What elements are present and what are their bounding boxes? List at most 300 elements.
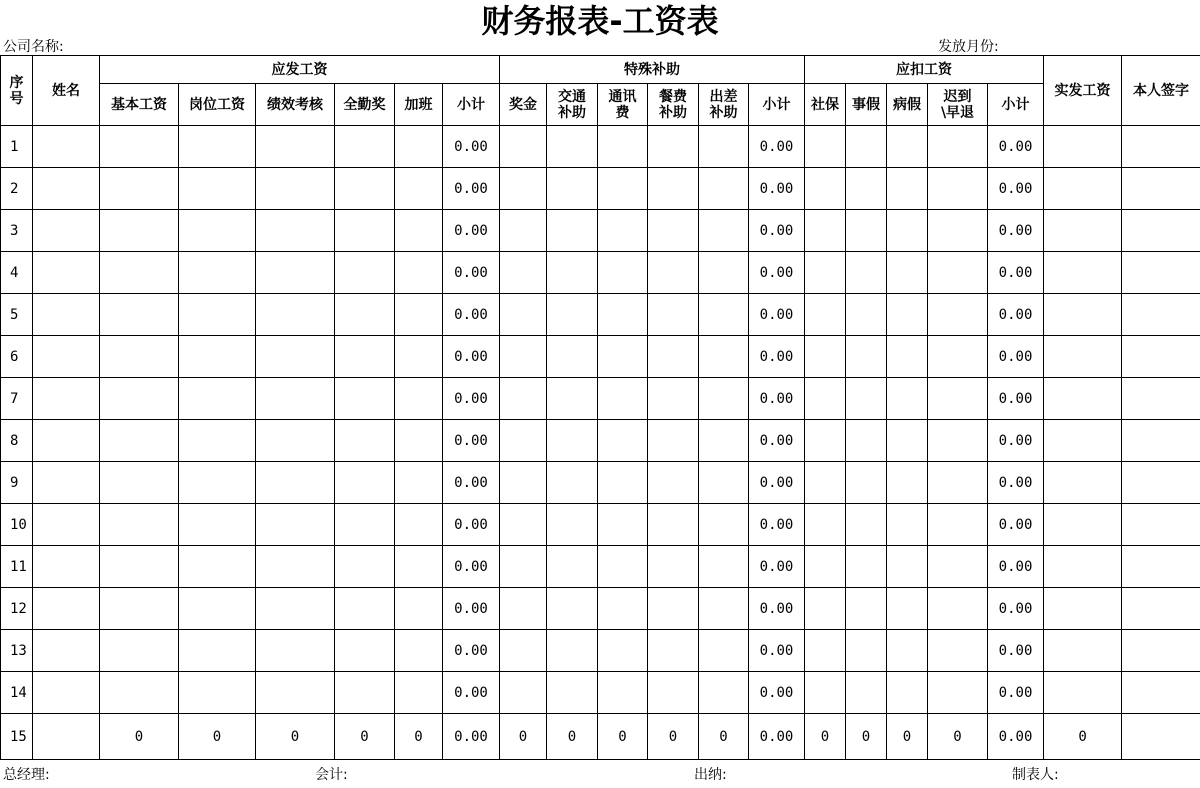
cell-net-pay[interactable] (1044, 252, 1122, 294)
cell-net-pay[interactable] (1044, 336, 1122, 378)
cell-deduct-subtotal: 0.00 (988, 336, 1044, 378)
cell-net-pay[interactable] (1044, 546, 1122, 588)
cell-attendance-bonus[interactable] (335, 378, 395, 420)
cell-transport[interactable] (547, 546, 598, 588)
cell-position-salary[interactable] (179, 168, 256, 210)
cell-basic-salary[interactable] (100, 126, 179, 168)
cell-personal-leave[interactable] (846, 588, 887, 630)
cell-overtime[interactable] (395, 504, 443, 546)
total-bonus: 0 (500, 714, 547, 760)
cell-performance[interactable] (256, 168, 335, 210)
cell-telecom[interactable] (598, 252, 648, 294)
cell-attendance-bonus[interactable] (335, 294, 395, 336)
cell-attendance-bonus[interactable] (335, 672, 395, 714)
cell-sick-leave[interactable] (887, 378, 928, 420)
table-row-total (1, 714, 1200, 760)
cell-travel[interactable] (699, 294, 749, 336)
cell-travel[interactable] (699, 420, 749, 462)
total-deduct-subtotal: 0.00 (988, 714, 1044, 760)
table-row (1, 630, 1200, 672)
cell-telecom[interactable] (598, 168, 648, 210)
cell-transport[interactable] (547, 168, 598, 210)
header-name: 姓名 (33, 56, 100, 126)
cell-name[interactable] (33, 210, 100, 252)
cell-name[interactable] (33, 546, 100, 588)
cell-performance[interactable] (256, 294, 335, 336)
cell-personal-leave[interactable] (846, 546, 887, 588)
cell-overtime[interactable] (395, 546, 443, 588)
cell-personal-leave[interactable] (846, 630, 887, 672)
cell-sick-leave[interactable] (887, 462, 928, 504)
cell-name[interactable] (33, 294, 100, 336)
cell-position-salary[interactable] (179, 630, 256, 672)
cell-signature[interactable] (1122, 546, 1200, 588)
cell-special-subtotal: 0.00 (749, 672, 805, 714)
cell-personal-leave[interactable] (846, 462, 887, 504)
cell-late-early[interactable] (928, 378, 988, 420)
cell-name[interactable] (33, 168, 100, 210)
cell-net-pay[interactable] (1044, 420, 1122, 462)
cell-travel[interactable] (699, 168, 749, 210)
cell-transport[interactable] (547, 378, 598, 420)
cell-position-salary[interactable] (179, 210, 256, 252)
cell-position-salary[interactable] (179, 336, 256, 378)
cell-net-pay[interactable] (1044, 588, 1122, 630)
cell-bonus[interactable] (500, 630, 547, 672)
cell-performance[interactable] (256, 588, 335, 630)
header-special-subtotal: 小计 (749, 84, 805, 126)
cell-deduct-subtotal: 0.00 (988, 252, 1044, 294)
cell-telecom[interactable] (598, 420, 648, 462)
cell-special-subtotal: 0.00 (749, 210, 805, 252)
cell-gross-subtotal: 0.00 (443, 504, 500, 546)
cell-transport[interactable] (547, 504, 598, 546)
cell-social-insurance[interactable] (805, 336, 846, 378)
cell-social-insurance[interactable] (805, 630, 846, 672)
cell-travel[interactable] (699, 588, 749, 630)
cell-basic-salary[interactable] (100, 336, 179, 378)
cell-net-pay[interactable] (1044, 126, 1122, 168)
cell-name[interactable] (33, 462, 100, 504)
cell-basic-salary[interactable] (100, 546, 179, 588)
cell-basic-salary[interactable] (100, 588, 179, 630)
cell-telecom[interactable] (598, 672, 648, 714)
cell-travel[interactable] (699, 252, 749, 294)
cell-telecom[interactable] (598, 630, 648, 672)
cell-meal[interactable] (648, 336, 699, 378)
cell-overtime[interactable] (395, 672, 443, 714)
total-late-early: 0 (928, 714, 988, 760)
cell-basic-salary[interactable] (100, 252, 179, 294)
cell-basic-salary[interactable] (100, 672, 179, 714)
cell-travel[interactable] (699, 504, 749, 546)
cell-late-early[interactable] (928, 336, 988, 378)
table-row (1, 672, 1200, 714)
row-seq: 9 (1, 462, 33, 504)
cell-overtime[interactable] (395, 588, 443, 630)
cell-social-insurance[interactable] (805, 588, 846, 630)
cell-attendance-bonus[interactable] (335, 210, 395, 252)
cell-position-salary[interactable] (179, 588, 256, 630)
cell-position-salary[interactable] (179, 252, 256, 294)
cell-performance[interactable] (256, 630, 335, 672)
cell-signature[interactable] (1122, 504, 1200, 546)
cell-travel[interactable] (699, 210, 749, 252)
cell-sick-leave[interactable] (887, 672, 928, 714)
row-seq: 7 (1, 378, 33, 420)
cell-signature[interactable] (1122, 420, 1200, 462)
cell-performance[interactable] (256, 252, 335, 294)
cell-attendance-bonus[interactable] (335, 588, 395, 630)
header-telecom-fee: 通讯费 (598, 84, 648, 126)
cell-deduct-subtotal: 0.00 (988, 168, 1044, 210)
cell-late-early[interactable] (928, 210, 988, 252)
cell-deduct-subtotal: 0.00 (988, 294, 1044, 336)
cell-personal-leave[interactable] (846, 336, 887, 378)
cell-transport[interactable] (547, 588, 598, 630)
cell-basic-salary[interactable] (100, 210, 179, 252)
cell-overtime[interactable] (395, 210, 443, 252)
cell-bonus[interactable] (500, 504, 547, 546)
cell-name[interactable] (33, 588, 100, 630)
cell-name[interactable] (33, 504, 100, 546)
cell-overtime[interactable] (395, 378, 443, 420)
cell-performance[interactable] (256, 504, 335, 546)
cell-transport[interactable] (547, 210, 598, 252)
cell-telecom[interactable] (598, 336, 648, 378)
cell-signature[interactable] (1122, 126, 1200, 168)
cell-telecom[interactable] (598, 378, 648, 420)
cell-personal-leave[interactable] (846, 504, 887, 546)
row-seq: 12 (1, 588, 33, 630)
cell-telecom[interactable] (598, 126, 648, 168)
total-transport: 0 (547, 714, 598, 760)
cell-personal-leave[interactable] (846, 210, 887, 252)
cell-special-subtotal: 0.00 (749, 252, 805, 294)
cell-transport[interactable] (547, 420, 598, 462)
cell-social-insurance[interactable] (805, 462, 846, 504)
cell-net-pay[interactable] (1044, 672, 1122, 714)
cell-transport[interactable] (547, 672, 598, 714)
cell-bonus[interactable] (500, 210, 547, 252)
cell-bonus[interactable] (500, 168, 547, 210)
cell-sick-leave[interactable] (887, 546, 928, 588)
header-gross-subtotal: 小计 (443, 84, 500, 126)
cell-signature[interactable] (1122, 168, 1200, 210)
cell-social-insurance[interactable] (805, 126, 846, 168)
cell-performance[interactable] (256, 378, 335, 420)
cell-position-salary[interactable] (179, 546, 256, 588)
cell-name[interactable] (33, 378, 100, 420)
company-name-label: 公司名称: (3, 39, 64, 55)
page-title: 财务报表-工资表 (481, 2, 719, 40)
cell-meal[interactable] (648, 546, 699, 588)
cell-sick-leave[interactable] (887, 126, 928, 168)
cell-position-salary[interactable] (179, 294, 256, 336)
cell-name[interactable] (33, 252, 100, 294)
cell-deduct-subtotal: 0.00 (988, 588, 1044, 630)
header-basic-salary: 基本工资 (100, 84, 179, 126)
cell-performance[interactable] (256, 336, 335, 378)
cell-signature[interactable] (1122, 336, 1200, 378)
cell-net-pay[interactable] (1044, 504, 1122, 546)
cell-gross-subtotal: 0.00 (443, 630, 500, 672)
cell-late-early[interactable] (928, 294, 988, 336)
cell-meal[interactable] (648, 420, 699, 462)
footer-general-manager: 总经理: (3, 767, 50, 783)
cell-telecom[interactable] (598, 588, 648, 630)
cell-attendance-bonus[interactable] (335, 168, 395, 210)
row-seq: 5 (1, 294, 33, 336)
cell-late-early[interactable] (928, 672, 988, 714)
cell-position-salary[interactable] (179, 672, 256, 714)
cell-social-insurance[interactable] (805, 168, 846, 210)
cell-overtime[interactable] (395, 630, 443, 672)
cell-basic-salary[interactable] (100, 462, 179, 504)
cell-position-salary[interactable] (179, 504, 256, 546)
cell-special-subtotal: 0.00 (749, 126, 805, 168)
total-performance: 0 (256, 714, 335, 760)
table-row (1, 420, 1200, 462)
cell-social-insurance[interactable] (805, 210, 846, 252)
cell-performance[interactable] (256, 672, 335, 714)
cell-personal-leave[interactable] (846, 294, 887, 336)
cell-gross-subtotal: 0.00 (443, 168, 500, 210)
cell-transport[interactable] (547, 126, 598, 168)
cell-meal[interactable] (648, 168, 699, 210)
cell-social-insurance[interactable] (805, 294, 846, 336)
cell-meal[interactable] (648, 672, 699, 714)
cell-social-insurance[interactable] (805, 420, 846, 462)
payroll-table (0, 55, 1200, 760)
cell-bonus[interactable] (500, 378, 547, 420)
cell-transport[interactable] (547, 252, 598, 294)
header-overtime: 加班 (395, 84, 443, 126)
cell-bonus[interactable] (500, 294, 547, 336)
cell-bonus[interactable] (500, 420, 547, 462)
cell-performance[interactable] (256, 546, 335, 588)
cell-telecom[interactable] (598, 294, 648, 336)
cell-name[interactable] (33, 420, 100, 462)
cell-late-early[interactable] (928, 126, 988, 168)
total-meal: 0 (648, 714, 699, 760)
cell-gross-subtotal: 0.00 (443, 546, 500, 588)
cell-attendance-bonus[interactable] (335, 336, 395, 378)
cell-name[interactable] (33, 714, 100, 760)
header-transport-allowance: 交通补助 (547, 84, 598, 126)
cell-overtime[interactable] (395, 336, 443, 378)
cell-telecom[interactable] (598, 546, 648, 588)
cell-meal[interactable] (648, 588, 699, 630)
header-meal-allowance: 餐费补助 (648, 84, 699, 126)
cell-basic-salary[interactable] (100, 420, 179, 462)
cell-bonus[interactable] (500, 672, 547, 714)
cell-late-early[interactable] (928, 420, 988, 462)
cell-signature[interactable] (1122, 252, 1200, 294)
cell-basic-salary[interactable] (100, 294, 179, 336)
cell-late-early[interactable] (928, 588, 988, 630)
cell-late-early[interactable] (928, 168, 988, 210)
cell-travel[interactable] (699, 462, 749, 504)
cell-position-salary[interactable] (179, 126, 256, 168)
cell-meal[interactable] (648, 504, 699, 546)
cell-net-pay[interactable] (1044, 378, 1122, 420)
cell-signature[interactable] (1122, 210, 1200, 252)
cell-overtime[interactable] (395, 294, 443, 336)
cell-personal-leave[interactable] (846, 378, 887, 420)
cell-personal-leave[interactable] (846, 672, 887, 714)
cell-signature[interactable] (1122, 294, 1200, 336)
cell-sick-leave[interactable] (887, 504, 928, 546)
header-net-pay: 实发工资 (1044, 56, 1122, 126)
cell-basic-salary[interactable] (100, 504, 179, 546)
cell-overtime[interactable] (395, 252, 443, 294)
cell-name[interactable] (33, 126, 100, 168)
cell-travel[interactable] (699, 630, 749, 672)
cell-late-early[interactable] (928, 546, 988, 588)
cell-basic-salary[interactable] (100, 630, 179, 672)
cell-gross-subtotal: 0.00 (443, 210, 500, 252)
cell-sick-leave[interactable] (887, 630, 928, 672)
cell-overtime[interactable] (395, 126, 443, 168)
cell-social-insurance[interactable] (805, 504, 846, 546)
cell-signature[interactable] (1122, 378, 1200, 420)
cell-signature[interactable] (1122, 672, 1200, 714)
row-seq: 10 (1, 504, 33, 546)
cell-sick-leave[interactable] (887, 588, 928, 630)
cell-bonus[interactable] (500, 336, 547, 378)
cell-signature[interactable] (1122, 714, 1200, 760)
cell-travel[interactable] (699, 672, 749, 714)
cell-signature[interactable] (1122, 588, 1200, 630)
cell-social-insurance[interactable] (805, 378, 846, 420)
header-special-allowance: 特殊补助 (500, 56, 805, 84)
cell-late-early[interactable] (928, 504, 988, 546)
cell-sick-leave[interactable] (887, 336, 928, 378)
cell-transport[interactable] (547, 462, 598, 504)
cell-attendance-bonus[interactable] (335, 504, 395, 546)
cell-overtime[interactable] (395, 420, 443, 462)
cell-transport[interactable] (547, 294, 598, 336)
cell-telecom[interactable] (598, 210, 648, 252)
cell-performance[interactable] (256, 420, 335, 462)
cell-travel[interactable] (699, 378, 749, 420)
cell-bonus[interactable] (500, 588, 547, 630)
row-seq: 1 (1, 126, 33, 168)
cell-social-insurance[interactable] (805, 546, 846, 588)
cell-signature[interactable] (1122, 462, 1200, 504)
cell-bonus[interactable] (500, 462, 547, 504)
table-row (1, 378, 1200, 420)
cell-sick-leave[interactable] (887, 420, 928, 462)
cell-transport[interactable] (547, 630, 598, 672)
header-deductions: 应扣工资 (805, 56, 1044, 84)
header-bonus: 奖金 (500, 84, 547, 126)
cell-social-insurance[interactable] (805, 672, 846, 714)
cell-meal[interactable] (648, 462, 699, 504)
cell-position-salary[interactable] (179, 462, 256, 504)
cell-basic-salary[interactable] (100, 168, 179, 210)
cell-gross-subtotal: 0.00 (443, 588, 500, 630)
cell-gross-subtotal: 0.00 (443, 378, 500, 420)
header-sick-leave: 病假 (887, 84, 928, 126)
cell-personal-leave[interactable] (846, 420, 887, 462)
cell-late-early[interactable] (928, 630, 988, 672)
cell-travel[interactable] (699, 546, 749, 588)
cell-net-pay[interactable] (1044, 294, 1122, 336)
cell-meal[interactable] (648, 126, 699, 168)
cell-basic-salary[interactable] (100, 378, 179, 420)
cell-net-pay[interactable] (1044, 630, 1122, 672)
cell-sick-leave[interactable] (887, 210, 928, 252)
cell-attendance-bonus[interactable] (335, 630, 395, 672)
cell-meal[interactable] (648, 252, 699, 294)
cell-sick-leave[interactable] (887, 168, 928, 210)
table-row (1, 504, 1200, 546)
row-seq: 14 (1, 672, 33, 714)
cell-late-early[interactable] (928, 252, 988, 294)
cell-performance[interactable] (256, 462, 335, 504)
cell-social-insurance[interactable] (805, 252, 846, 294)
cell-sick-leave[interactable] (887, 252, 928, 294)
cell-attendance-bonus[interactable] (335, 252, 395, 294)
header-row-columns (1, 84, 1200, 126)
cell-name[interactable] (33, 336, 100, 378)
cell-deduct-subtotal: 0.00 (988, 504, 1044, 546)
cell-sick-leave[interactable] (887, 294, 928, 336)
cell-performance[interactable] (256, 126, 335, 168)
header-social-insurance: 社保 (805, 84, 846, 126)
total-special-subtotal: 0.00 (749, 714, 805, 760)
cell-personal-leave[interactable] (846, 252, 887, 294)
cell-attendance-bonus[interactable] (335, 126, 395, 168)
cell-transport[interactable] (547, 336, 598, 378)
cell-attendance-bonus[interactable] (335, 420, 395, 462)
cell-meal[interactable] (648, 378, 699, 420)
cell-attendance-bonus[interactable] (335, 462, 395, 504)
cell-travel[interactable] (699, 126, 749, 168)
cell-meal[interactable] (648, 294, 699, 336)
cell-personal-leave[interactable] (846, 168, 887, 210)
cell-bonus[interactable] (500, 252, 547, 294)
cell-telecom[interactable] (598, 504, 648, 546)
cell-late-early[interactable] (928, 462, 988, 504)
cell-telecom[interactable] (598, 462, 648, 504)
cell-name[interactable] (33, 672, 100, 714)
table-row (1, 294, 1200, 336)
cell-personal-leave[interactable] (846, 126, 887, 168)
cell-meal[interactable] (648, 630, 699, 672)
cell-travel[interactable] (699, 336, 749, 378)
cell-overtime[interactable] (395, 462, 443, 504)
table-row (1, 336, 1200, 378)
cell-name[interactable] (33, 630, 100, 672)
cell-deduct-subtotal: 0.00 (988, 546, 1044, 588)
cell-signature[interactable] (1122, 630, 1200, 672)
cell-meal[interactable] (648, 210, 699, 252)
cell-net-pay[interactable] (1044, 462, 1122, 504)
cell-position-salary[interactable] (179, 378, 256, 420)
cell-bonus[interactable] (500, 546, 547, 588)
cell-net-pay[interactable] (1044, 168, 1122, 210)
cell-position-salary[interactable] (179, 420, 256, 462)
cell-deduct-subtotal: 0.00 (988, 378, 1044, 420)
cell-attendance-bonus[interactable] (335, 546, 395, 588)
cell-bonus[interactable] (500, 126, 547, 168)
cell-net-pay[interactable] (1044, 210, 1122, 252)
cell-performance[interactable] (256, 210, 335, 252)
cell-overtime[interactable] (395, 168, 443, 210)
